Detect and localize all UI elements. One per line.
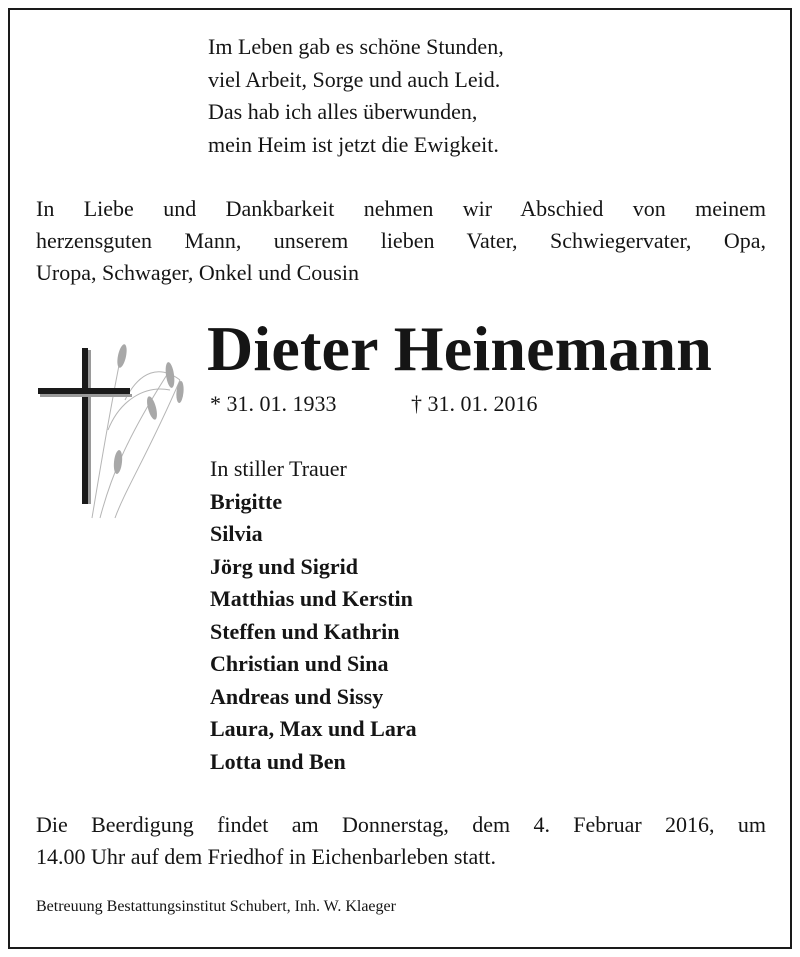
- mourner-name: Laura, Max und Lara: [210, 716, 417, 741]
- life-dates: [210, 388, 538, 420]
- mourner-name: Lotta und Ben: [210, 748, 346, 774]
- poem-line: viel Arbeit, Sorge und auch Leid.: [208, 66, 501, 92]
- mourner-name: Brigitte: [210, 488, 283, 514]
- funeral-home-note: Betreuung Bestattungsinstitut Schubert, Inh. W. Klaeger: [36, 898, 396, 915]
- birth-date: * 31. 01. 1933: [210, 391, 337, 416]
- cross-illustration: [30, 330, 200, 520]
- mourner-name: Andreas und Sissy: [210, 683, 384, 709]
- mourner-name: Silvia: [210, 521, 263, 546]
- intro-text: [36, 193, 766, 289]
- mourners-heading: In stiller Trauer: [210, 456, 347, 481]
- poem-line: mein Heim ist jetzt die Ewigkeit.: [208, 131, 499, 157]
- intro-line: In Liebe und Dankbarkeit nehmen wir Abschied von meinem: [36, 196, 766, 221]
- intro-line: herzensguten Mann, unserem lieben Vater, Schwiegervater, Opa,: [36, 228, 766, 253]
- funeral-line: Die Beerdigung findet am Donnerstag, dem 4. Februar 2016, um: [36, 812, 766, 837]
- mourners-list: [210, 453, 417, 778]
- death-date: † 31. 01. 2016: [411, 391, 538, 416]
- poem: [208, 31, 504, 161]
- mourner-name: Jörg und Sigrid: [210, 553, 358, 579]
- poem-line: Das hab ich alles überwunden,: [208, 99, 478, 124]
- mourner-name: Steffen und Kathrin: [210, 618, 400, 644]
- funeral-line: 14.00 Uhr auf dem Friedhof in Eichenbarleben statt.: [36, 844, 497, 869]
- deceased-name: Dieter Heinemann: [207, 313, 713, 384]
- mourner-name: Christian und Sina: [210, 651, 389, 676]
- intro-line: Uropa, Schwager, Onkel und Cousin: [36, 260, 359, 285]
- funeral-info: [36, 809, 766, 873]
- poem-line: Im Leben gab es schöne Stunden,: [208, 34, 504, 59]
- mourner-name: Matthias und Kerstin: [210, 586, 413, 611]
- grass-ears: [113, 343, 185, 474]
